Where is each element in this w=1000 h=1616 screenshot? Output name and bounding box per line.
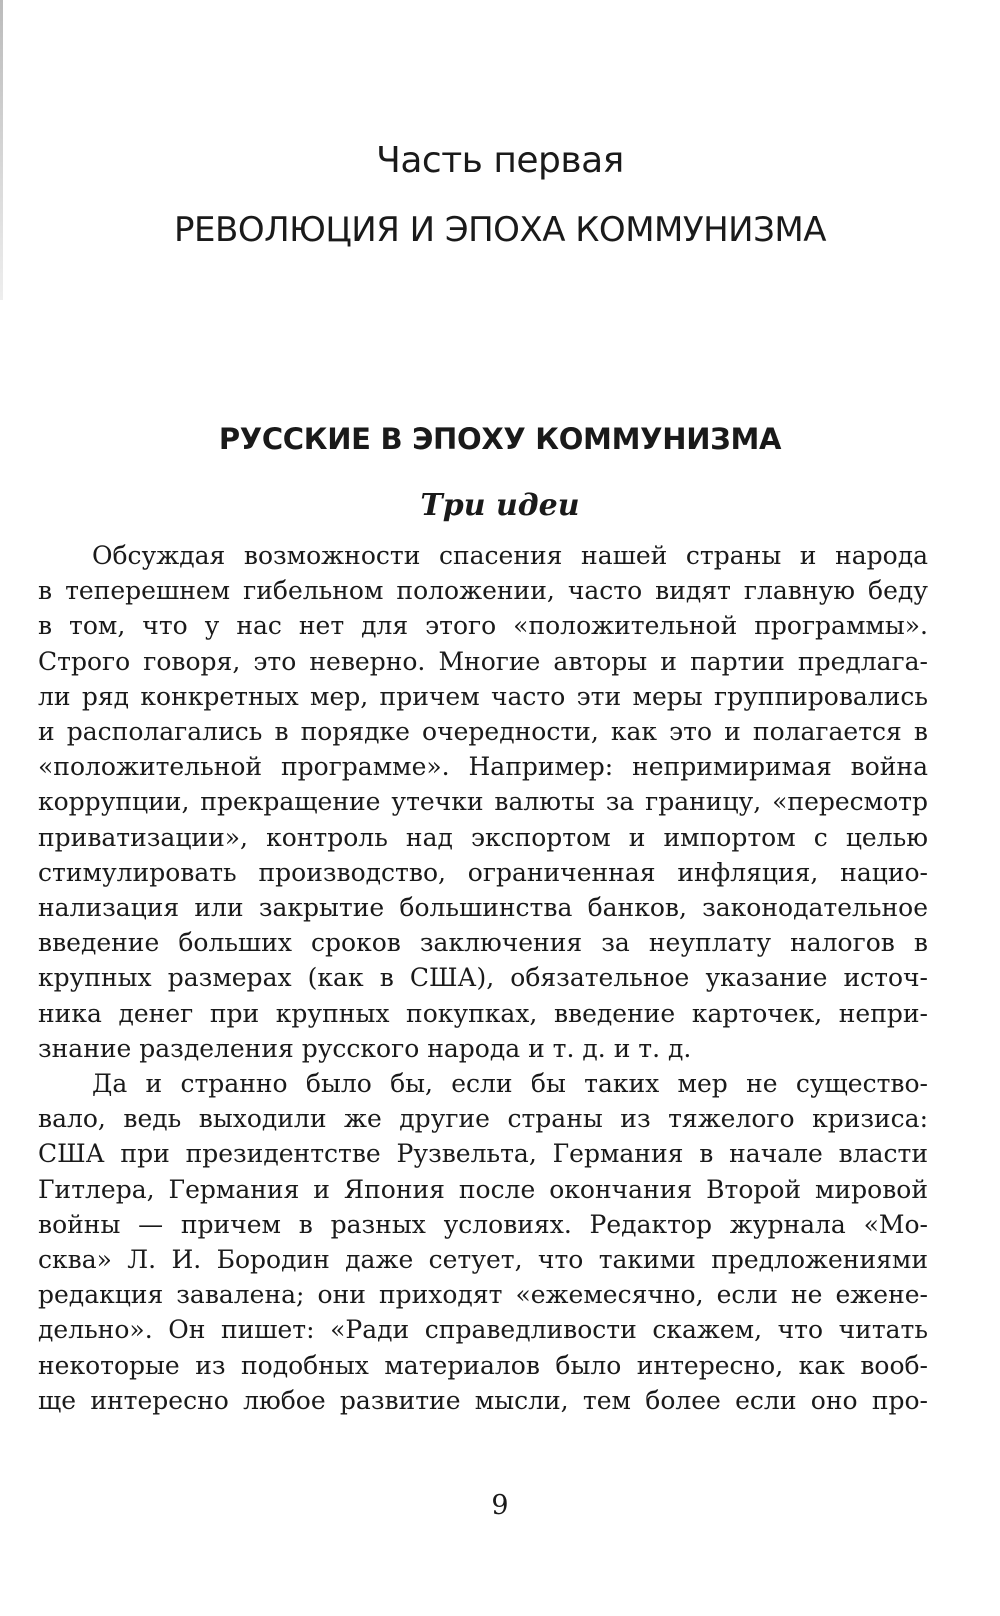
text-line: Да и странно было бы, если бы таких мер не существо- [92,1069,928,1099]
part-title: РЕВОЛЮЦИЯ И ЭПОХА КОММУНИЗМА [174,210,826,250]
text-line: войны — причем в разных условиях. Редактор журнала «Мо- [38,1209,928,1239]
text-line: нализация или закрытие большинства банков, законодательное [38,893,928,923]
section-title: Три идеи [420,488,580,523]
text-line: «положительной программе». Например: непримиримая война [38,752,928,782]
text-line: приватизации», контроль над экспортом и импортом с целью [38,822,928,852]
text-line: ли ряд конкретных мер, причем часто эти меры группировались [38,681,928,711]
text-line: дельно». Он пишет: «Ради справедливости скажем, что читать [38,1315,928,1345]
text-line: Обсуждая возможности спасения нашей страны и народа [92,541,928,570]
text-line: США при президентстве Рузвельта, Германия в начале власти [38,1139,928,1169]
text-line: ника денег при крупных покупках, введение карточек, непри- [38,998,928,1028]
text-line: стимулировать производство, ограниченная инфляция, нацио- [38,857,928,887]
text-line: Гитлера, Германия и Япония после окончания Второй мировой [38,1174,928,1204]
text-line: сква» Л. И. Бородин даже сетует, что такими предложениями [38,1245,928,1275]
text-line: некоторые из подобных материалов было интересно, как вооб- [38,1350,928,1380]
text-line: введение больших сроков заключения за неуплату налогов в [38,928,928,958]
text-line: коррупции, прекращение утечки валюты за границу, «пересмотр [38,787,928,817]
body-text [38,538,928,1418]
page-number: 9 [491,1490,509,1521]
text-line: в теперешнем гибельном положении, часто видят главную беду [38,576,928,606]
text-line: вало, ведь выходили же другие страны из тяжелого кризиса: [38,1104,928,1134]
text-line: в том, что у нас нет для этого «положительной программы». [38,611,928,641]
text-line: знание разделения русского народа и т. д. и т. д. [38,1033,692,1063]
text-line: Строго говоря, это неверно. Многие авторы и партии предлага- [38,646,928,676]
chapter-title: РУССКИЕ В ЭПОХУ КОММУНИЗМА [218,422,782,456]
text-line: крупных размерах (как в США), обязательное указание источ- [38,963,928,993]
text-line: редакция завалена; они приходят «ежемесячно, если не ежене- [38,1280,928,1310]
text-line: и располагались в порядке очередности, как это и полагается в [38,717,928,747]
text-line: ще интересно любое развитие мысли, тем более если оно про- [38,1385,928,1415]
part-label: Часть первая [376,140,624,181]
